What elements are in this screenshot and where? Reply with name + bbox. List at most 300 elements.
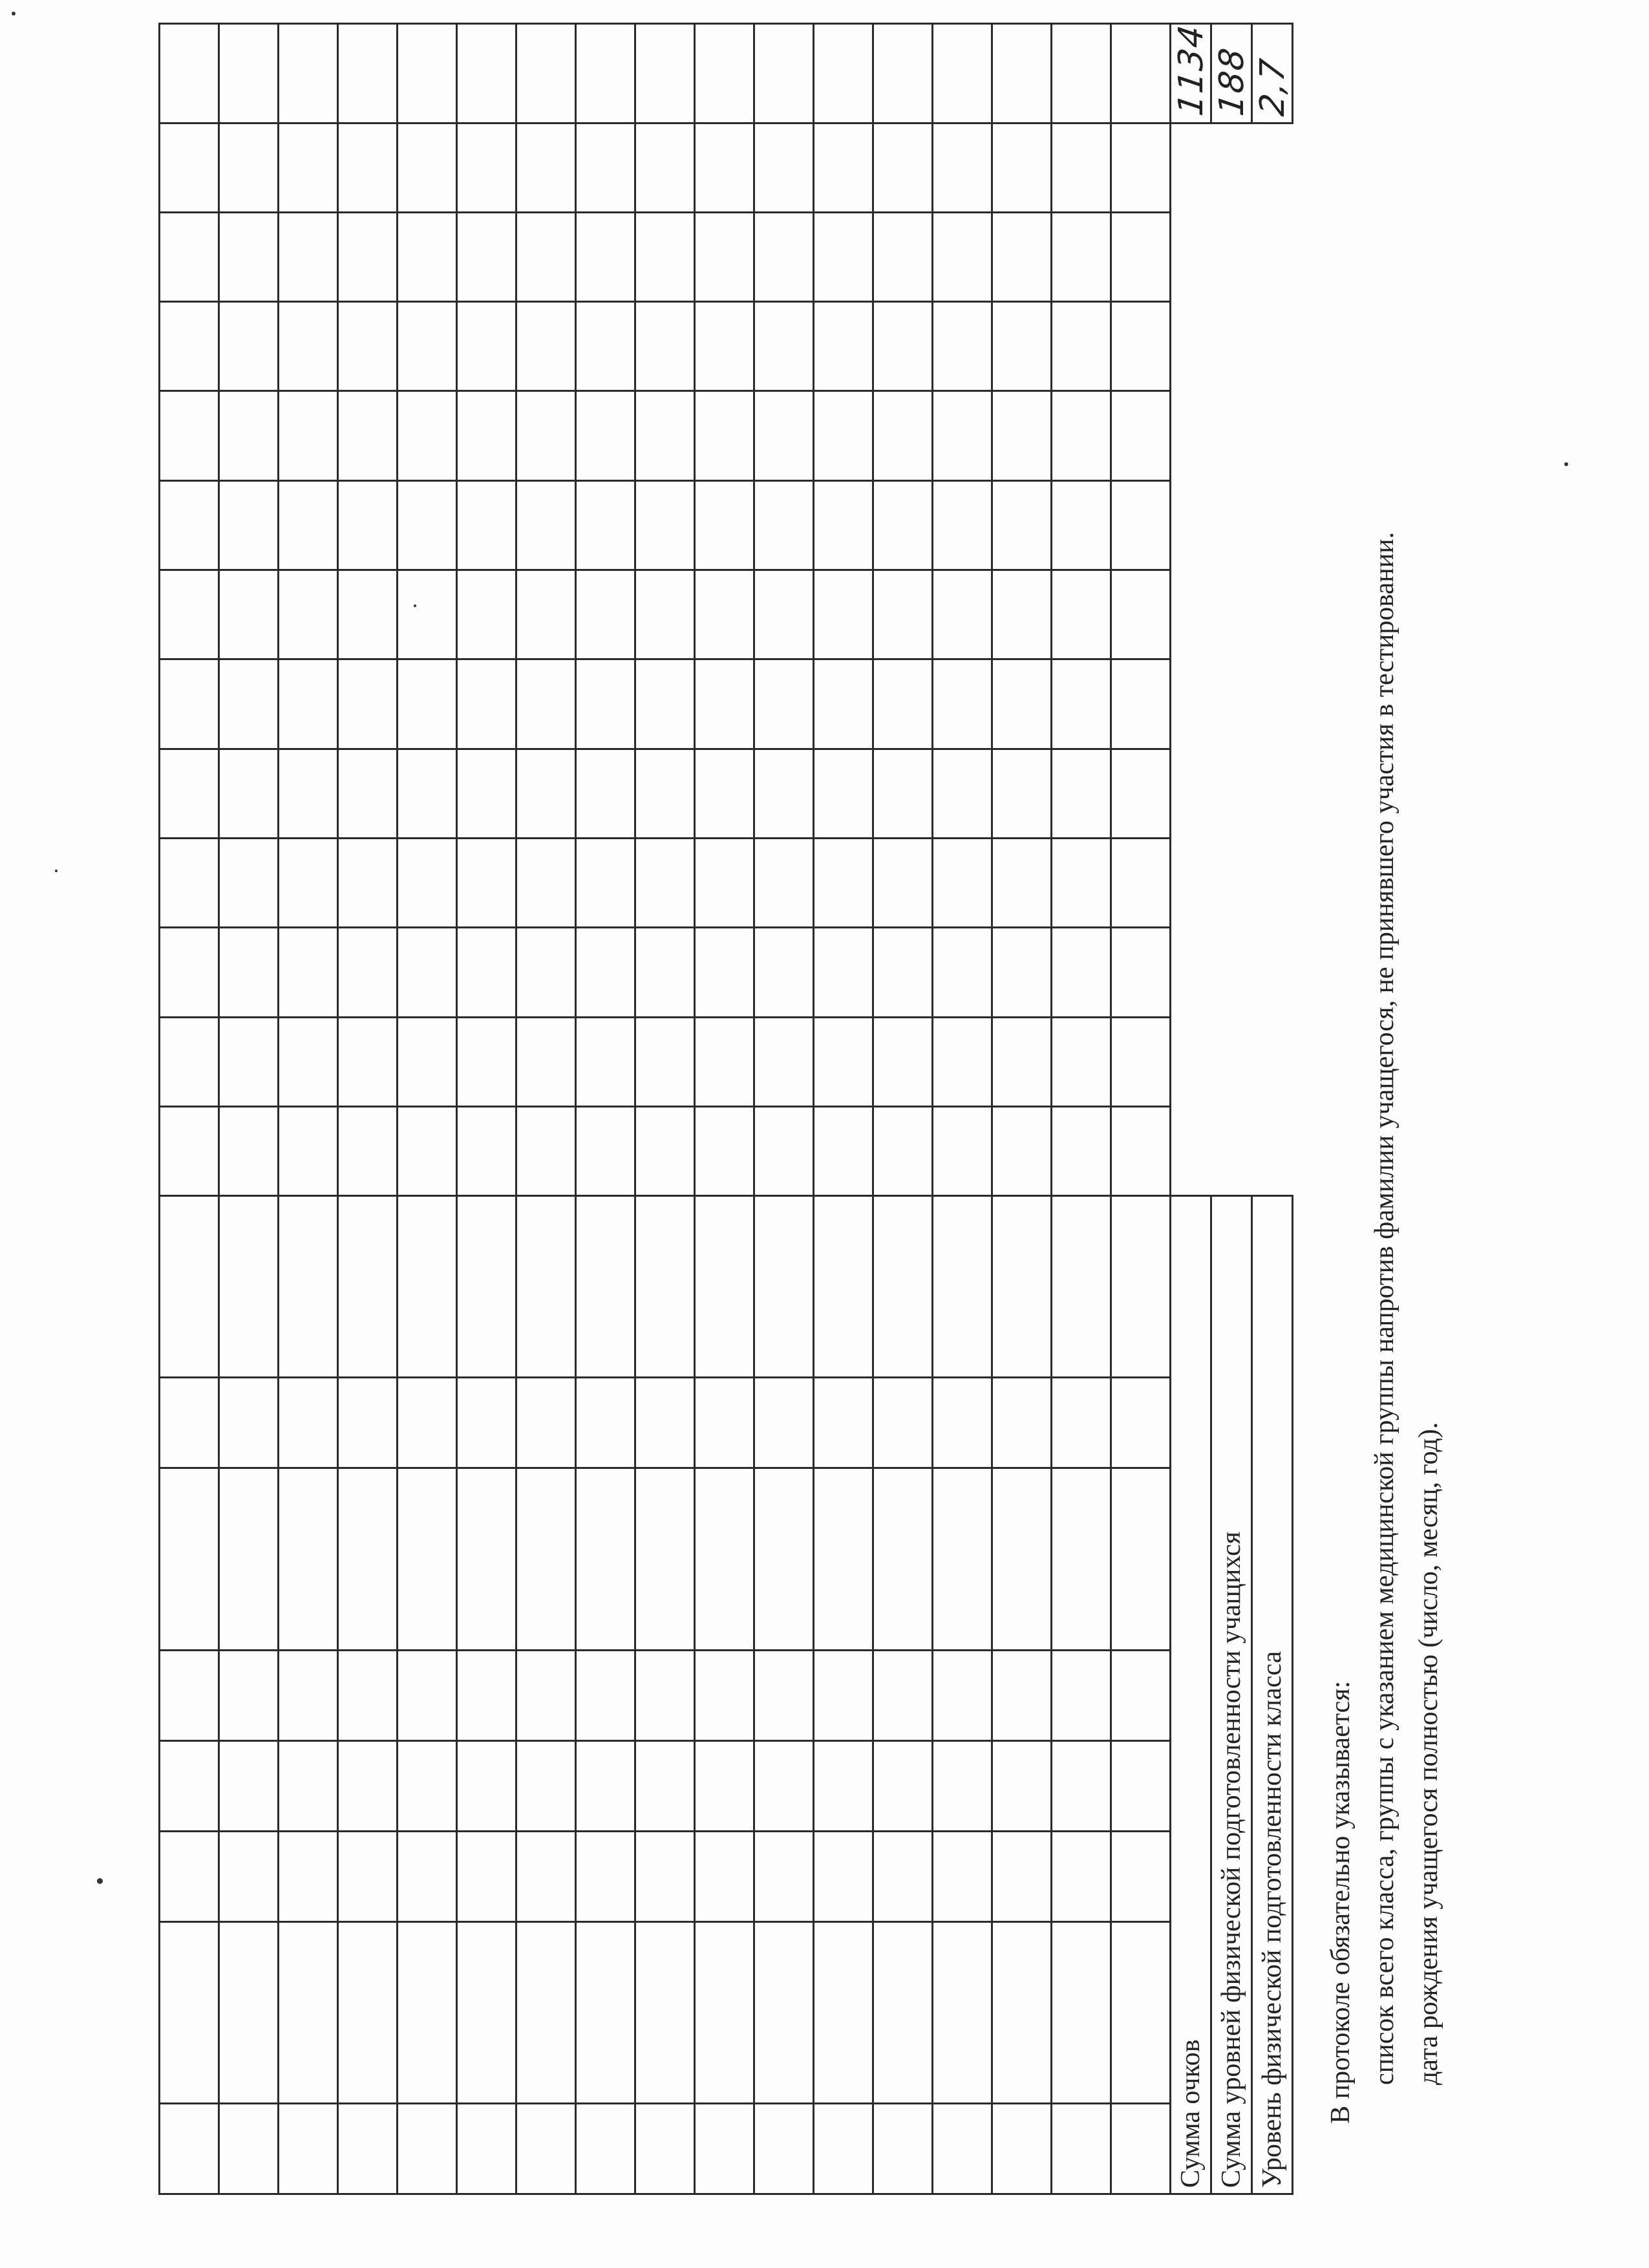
grid-cell <box>933 1107 992 1196</box>
grid-cell <box>873 1650 933 1740</box>
grid-cell <box>933 1017 992 1106</box>
grid-cell <box>160 123 219 212</box>
grid-cell <box>338 212 398 301</box>
grid-cell <box>873 659 933 749</box>
grid-cell <box>635 24 695 123</box>
grid-cell <box>1111 1107 1171 1196</box>
grid-cell <box>457 749 516 838</box>
grid-cell <box>635 1650 695 1740</box>
grid-cell <box>992 570 1052 659</box>
grid-cell <box>160 928 219 1017</box>
grid-cell <box>398 1378 457 1468</box>
grid-cell <box>695 749 754 838</box>
grid-cell <box>516 570 576 659</box>
grid-cell <box>576 2103 635 2194</box>
grid-cell <box>873 1107 933 1196</box>
grid-cell <box>814 659 873 749</box>
grid-cell <box>814 24 873 123</box>
grid-cell <box>338 839 398 928</box>
grid-cell <box>814 570 873 659</box>
scan-speck <box>414 604 416 607</box>
grid-cell <box>516 24 576 123</box>
grid-cell <box>398 212 457 301</box>
grid-cell <box>992 1017 1052 1106</box>
grid-cell <box>338 1921 398 2103</box>
grid-cell <box>814 1468 873 1650</box>
grid-cell <box>576 1468 635 1650</box>
grid-cell <box>635 123 695 212</box>
grid-cell <box>219 1650 279 1740</box>
grid-cell <box>933 928 992 1017</box>
grid-cell <box>695 1740 754 1831</box>
grid-cell <box>873 302 933 391</box>
grid-cell <box>279 1740 338 1831</box>
grid-cell <box>635 302 695 391</box>
grid-cell <box>516 749 576 838</box>
grid-cell <box>1052 480 1111 570</box>
grid-row <box>219 24 279 2194</box>
grid-row <box>338 24 398 2194</box>
grid-cell <box>1052 391 1111 480</box>
grid-cell <box>695 1650 754 1740</box>
grid-cell <box>338 1468 398 1650</box>
grid-cell <box>754 1468 814 1650</box>
grid-cell <box>635 1831 695 1921</box>
grid-cell <box>219 123 279 212</box>
grid-cell <box>873 1468 933 1650</box>
grid-cell <box>457 1017 516 1106</box>
summary-row <box>1252 24 1293 2194</box>
grid-cell <box>160 1017 219 1106</box>
grid-cell <box>695 570 754 659</box>
grid-cell <box>1052 749 1111 838</box>
grid-cell <box>754 1196 814 1378</box>
grid-cell <box>219 928 279 1017</box>
grid-cell <box>398 570 457 659</box>
grid-cell <box>219 1196 279 1378</box>
grid-cell <box>516 928 576 1017</box>
protocol-grid-table <box>158 23 1293 2195</box>
grid-cell <box>992 302 1052 391</box>
grid-cell <box>992 24 1052 123</box>
grid-cell <box>398 302 457 391</box>
grid-cell <box>695 2103 754 2194</box>
grid-cell <box>754 659 814 749</box>
grid-cell <box>695 1378 754 1468</box>
grid-cell <box>1052 24 1111 123</box>
summary-blank <box>1252 123 1293 1196</box>
grid-cell <box>338 1107 398 1196</box>
grid-cell <box>933 1378 992 1468</box>
grid-cell <box>160 391 219 480</box>
grid-cell <box>992 1831 1052 1921</box>
grid-cell <box>219 1831 279 1921</box>
grid-cell <box>1052 1831 1111 1921</box>
grid-row <box>754 24 814 2194</box>
grid-row <box>695 24 754 2194</box>
grid-cell <box>933 123 992 212</box>
grid-cell <box>873 1921 933 2103</box>
grid-cell <box>160 1740 219 1831</box>
grid-cell <box>279 480 338 570</box>
grid-cell <box>873 1831 933 1921</box>
grid-cell <box>338 123 398 212</box>
grid-cell <box>219 24 279 123</box>
grid-cell <box>279 659 338 749</box>
grid-cell <box>992 1740 1052 1831</box>
rotated-protocol-sheet <box>158 23 1477 2195</box>
grid-cell <box>457 1378 516 1468</box>
grid-cell <box>516 839 576 928</box>
grid-cell <box>576 1650 635 1740</box>
grid-cell <box>1052 1378 1111 1468</box>
grid-cell <box>635 1740 695 1831</box>
grid-cell <box>160 480 219 570</box>
grid-cell <box>754 1740 814 1831</box>
grid-cell <box>933 1831 992 1921</box>
grid-cell <box>576 1196 635 1378</box>
grid-cell <box>814 391 873 480</box>
grid-cell <box>873 123 933 212</box>
grid-cell <box>754 839 814 928</box>
grid-cell <box>457 123 516 212</box>
grid-cell <box>754 1378 814 1468</box>
grid-cell <box>933 1468 992 1650</box>
grid-cell <box>160 1831 219 1921</box>
grid-cell <box>576 123 635 212</box>
grid-cell <box>992 1921 1052 2103</box>
grid-cell <box>160 302 219 391</box>
grid-cell <box>933 2103 992 2194</box>
grid-cell <box>1052 1107 1111 1196</box>
grid-cell <box>754 928 814 1017</box>
grid-cell <box>279 1378 338 1468</box>
grid-cell <box>160 1650 219 1740</box>
grid-cell <box>1111 1017 1171 1106</box>
grid-cell <box>814 1017 873 1106</box>
grid-cell <box>635 839 695 928</box>
grid-cell <box>219 749 279 838</box>
grid-cell <box>516 1468 576 1650</box>
grid-cell <box>1111 1921 1171 2103</box>
grid-cell <box>695 839 754 928</box>
grid-row <box>398 24 457 2194</box>
grid-cell <box>219 212 279 301</box>
grid-cell <box>933 1740 992 1831</box>
grid-cell <box>516 659 576 749</box>
grid-cell <box>219 2103 279 2194</box>
grid-cell <box>398 659 457 749</box>
grid-cell <box>516 391 576 480</box>
grid-cell <box>873 928 933 1017</box>
summary-label: Уровень физической подготовленности класса <box>1252 1196 1293 2194</box>
grid-cell <box>695 302 754 391</box>
grid-cell <box>338 659 398 749</box>
grid-cell <box>754 570 814 659</box>
grid-cell <box>754 302 814 391</box>
grid-cell <box>754 1831 814 1921</box>
summary-row <box>1211 24 1252 2194</box>
grid-cell <box>398 480 457 570</box>
grid-cell <box>398 391 457 480</box>
grid-cell <box>695 212 754 301</box>
grid-cell <box>754 1650 814 1740</box>
grid-cell <box>516 1740 576 1831</box>
grid-cell <box>754 2103 814 2194</box>
grid-cell <box>873 212 933 301</box>
grid-cell <box>992 2103 1052 2194</box>
grid-cell <box>279 1196 338 1378</box>
grid-cell <box>992 391 1052 480</box>
grid-cell <box>635 212 695 301</box>
grid-cell <box>933 24 992 123</box>
grid-cell <box>754 749 814 838</box>
grid-cell <box>1052 839 1111 928</box>
grid-cell <box>576 839 635 928</box>
grid-cell <box>635 1378 695 1468</box>
grid-row <box>1052 24 1111 2194</box>
grid-cell <box>1111 928 1171 1017</box>
grid-cell <box>279 749 338 838</box>
grid-cell <box>576 24 635 123</box>
grid-cell <box>160 1921 219 2103</box>
grid-cell <box>933 1196 992 1378</box>
grid-cell <box>576 391 635 480</box>
summary-label: Сумма уровней физической подготовленности учащихся <box>1211 1196 1252 2194</box>
grid-cell <box>1111 123 1171 212</box>
grid-cell <box>933 212 992 301</box>
protocol-notes <box>1319 23 1451 2195</box>
grid-row <box>814 24 873 2194</box>
grid-cell <box>992 659 1052 749</box>
summary-row <box>1171 24 1211 2194</box>
grid-cell <box>457 570 516 659</box>
grid-cell <box>457 24 516 123</box>
grid-cell <box>873 749 933 838</box>
grid-cell <box>635 391 695 480</box>
grid-cell <box>338 1017 398 1106</box>
grid-cell <box>516 302 576 391</box>
grid-cell <box>635 1017 695 1106</box>
note-item-list: список всего класса, группы с указанием медицинской группы напротив фамилии учащегося, не принявшего участия в тестировании. <box>1370 531 1399 2085</box>
summary-label: Сумма очков <box>1171 1196 1211 2194</box>
grid-cell <box>338 480 398 570</box>
grid-cell <box>873 2103 933 2194</box>
grid-cell <box>1111 1650 1171 1740</box>
grid-cell <box>160 1468 219 1650</box>
grid-cell <box>160 212 219 301</box>
grid-cell <box>457 1650 516 1740</box>
grid-cell <box>338 391 398 480</box>
grid-cell <box>1111 749 1171 838</box>
grid-cell <box>754 212 814 301</box>
grid-cell <box>635 659 695 749</box>
grid-cell <box>754 24 814 123</box>
grid-cell <box>873 1017 933 1106</box>
grid-cell <box>160 24 219 123</box>
grid-cell <box>814 1921 873 2103</box>
grid-cell <box>338 302 398 391</box>
grid-cell <box>754 1107 814 1196</box>
grid-row <box>279 24 338 2194</box>
grid-cell <box>576 928 635 1017</box>
grid-cell <box>992 480 1052 570</box>
grid-cell <box>338 749 398 838</box>
grid-cell <box>1111 1378 1171 1468</box>
grid-cell <box>338 928 398 1017</box>
grid-cell <box>516 1378 576 1468</box>
grid-cell <box>279 1831 338 1921</box>
grid-cell <box>992 839 1052 928</box>
grid-cell <box>279 570 338 659</box>
grid-cell <box>398 1196 457 1378</box>
grid-cell <box>635 928 695 1017</box>
grid-cell <box>754 123 814 212</box>
grid-cell <box>754 1921 814 2103</box>
grid-cell <box>279 1017 338 1106</box>
grid-cell <box>1052 302 1111 391</box>
grid-cell <box>516 1831 576 1921</box>
grid-cell <box>1052 123 1111 212</box>
grid-cell <box>814 1650 873 1740</box>
grid-cell <box>1111 1740 1171 1831</box>
grid-cell <box>814 2103 873 2194</box>
grid-cell <box>814 1378 873 1468</box>
grid-cell <box>576 1740 635 1831</box>
grid-cell <box>576 1017 635 1106</box>
grid-cell <box>398 1017 457 1106</box>
grid-cell <box>933 839 992 928</box>
grid-cell <box>457 659 516 749</box>
grid-cell <box>635 480 695 570</box>
grid-row <box>992 24 1052 2194</box>
grid-cell <box>576 659 635 749</box>
grid-cell <box>754 480 814 570</box>
summary-blank <box>1171 123 1211 1196</box>
grid-cell <box>160 839 219 928</box>
grid-cell <box>814 1196 873 1378</box>
grid-cell <box>695 1017 754 1106</box>
grid-cell <box>1111 839 1171 928</box>
grid-row <box>576 24 635 2194</box>
grid-cell <box>695 659 754 749</box>
grid-cell <box>457 1196 516 1378</box>
grid-cell <box>873 1378 933 1468</box>
grid-cell <box>1111 1468 1171 1650</box>
grid-cell <box>398 1650 457 1740</box>
grid-cell <box>695 24 754 123</box>
scan-speck <box>55 870 58 872</box>
grid-cell <box>1052 1740 1111 1831</box>
grid-cell <box>160 1196 219 1378</box>
summary-blank <box>1211 123 1252 1196</box>
grid-cell <box>219 1921 279 2103</box>
scan-speck <box>97 1878 103 1884</box>
grid-cell <box>1111 480 1171 570</box>
grid-cell <box>814 212 873 301</box>
grid-cell <box>457 1921 516 2103</box>
grid-cell <box>219 1740 279 1831</box>
grid-cell <box>279 391 338 480</box>
grid-cell <box>398 839 457 928</box>
grid-cell <box>1052 2103 1111 2194</box>
grid-cell <box>873 1196 933 1378</box>
grid-cell <box>457 1831 516 1921</box>
grid-cell <box>219 391 279 480</box>
grid-cell <box>338 24 398 123</box>
grid-cell <box>457 1468 516 1650</box>
grid-cell <box>933 302 992 391</box>
grid-cell <box>398 928 457 1017</box>
grid-cell <box>338 1740 398 1831</box>
grid-cell <box>219 1107 279 1196</box>
grid-cell <box>398 1921 457 2103</box>
grid-cell <box>160 2103 219 2194</box>
grid-cell <box>992 1468 1052 1650</box>
grid-cell <box>814 839 873 928</box>
grid-cell <box>873 480 933 570</box>
grid-cell <box>695 391 754 480</box>
grid-cell <box>516 1650 576 1740</box>
grid-cell <box>1052 1650 1111 1740</box>
note-item-birthdate: дата рождения учащегося полностью (число, месяц, год). <box>1414 1422 1443 2085</box>
grid-cell <box>398 2103 457 2194</box>
grid-cell <box>576 749 635 838</box>
grid-cell <box>992 749 1052 838</box>
notes-heading: В протоколе обязательно указывается: <box>1326 1680 1356 2124</box>
grid-cell <box>516 123 576 212</box>
grid-cell <box>1052 659 1111 749</box>
grid-cell <box>279 1468 338 1650</box>
grid-cell <box>576 570 635 659</box>
grid-cell <box>576 302 635 391</box>
grid-cell <box>992 1107 1052 1196</box>
grid-cell <box>1052 570 1111 659</box>
grid-cell <box>695 1196 754 1378</box>
grid-cell <box>457 480 516 570</box>
grid-cell <box>814 749 873 838</box>
grid-cell <box>516 2103 576 2194</box>
grid-row <box>457 24 516 2194</box>
grid-cell <box>576 480 635 570</box>
grid-cell <box>279 1650 338 1740</box>
grid-cell <box>398 1107 457 1196</box>
grid-cell <box>992 1378 1052 1468</box>
grid-cell <box>398 1831 457 1921</box>
grid-cell <box>1111 302 1171 391</box>
scan-speck <box>1564 462 1568 466</box>
grid-cell <box>279 1921 338 2103</box>
grid-cell <box>160 659 219 749</box>
grid-cell <box>814 928 873 1017</box>
grid-cell <box>279 302 338 391</box>
grid-cell <box>576 1378 635 1468</box>
grid-cell <box>635 1196 695 1378</box>
scan-speck <box>12 12 16 16</box>
grid-cell <box>576 1831 635 1921</box>
grid-cell <box>873 1740 933 1831</box>
grid-cell <box>338 1831 398 1921</box>
grid-cell <box>1052 1921 1111 2103</box>
grid-cell <box>1111 659 1171 749</box>
grid-cell <box>873 570 933 659</box>
grid-cell <box>992 1196 1052 1378</box>
grid-cell <box>576 1921 635 2103</box>
grid-cell <box>398 24 457 123</box>
grid-cell <box>279 928 338 1017</box>
grid-cell <box>160 749 219 838</box>
grid-row <box>160 24 219 2194</box>
